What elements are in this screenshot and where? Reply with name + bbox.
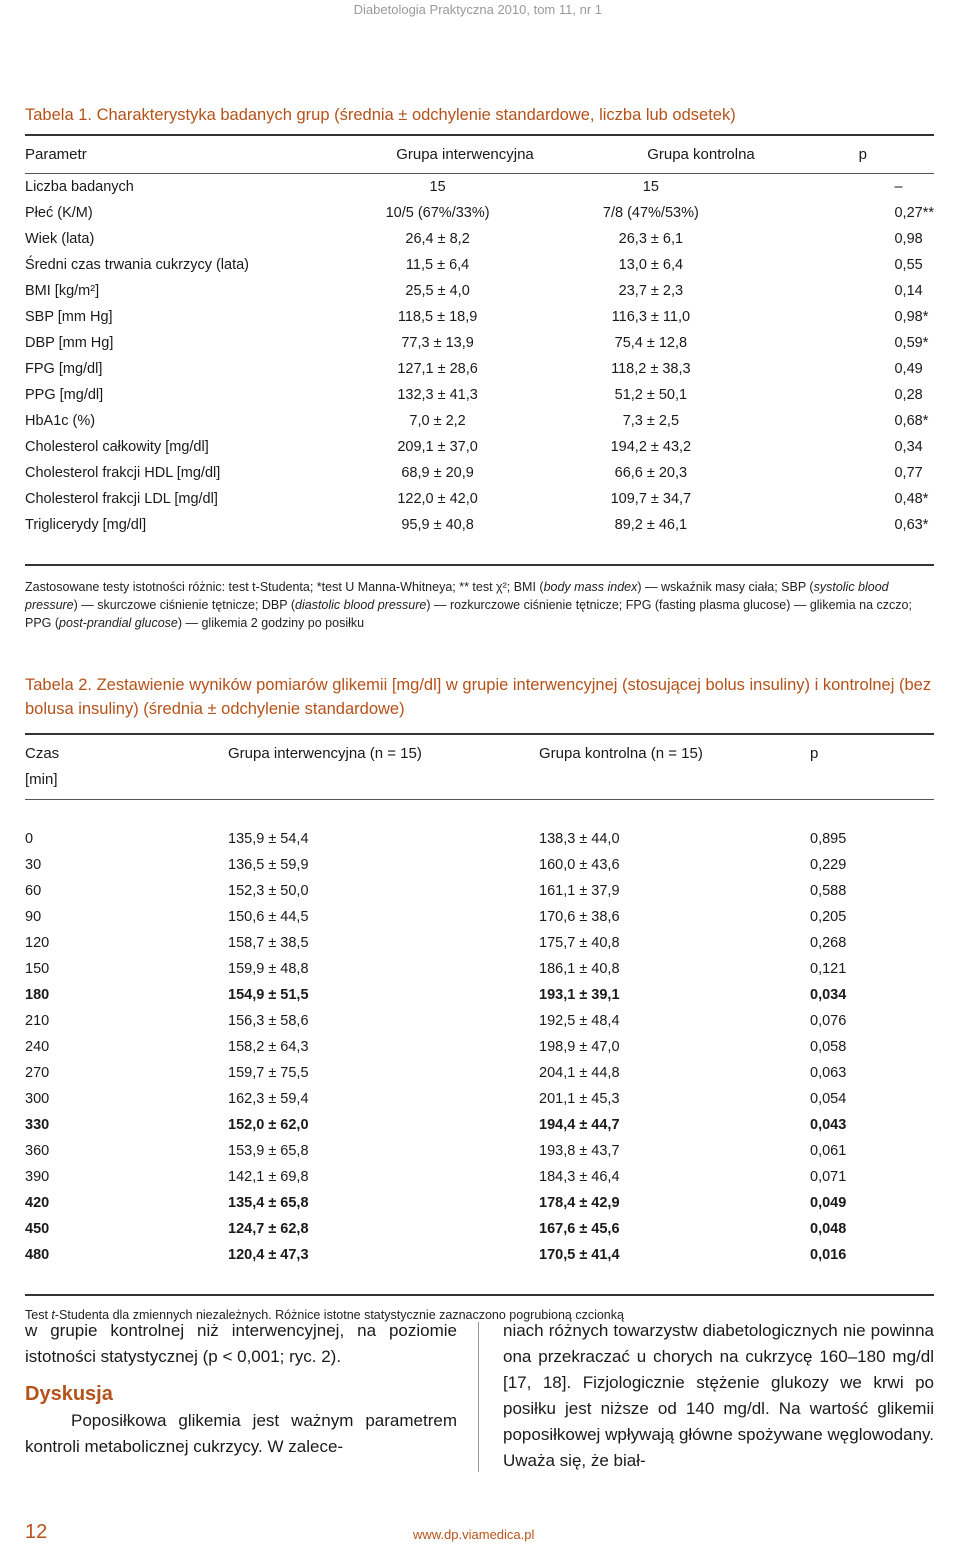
table-row: [25, 252, 934, 278]
table-row: [25, 904, 934, 930]
left-paragraph-1: w grupie kontrolnej niż interwencyjnej, na poziomie istotności statystycznej (p < 0,001; ryc. 2).: [25, 1321, 457, 1366]
table-row: [25, 1112, 934, 1138]
t2-cell-time: 480: [25, 1247, 50, 1263]
t1-header-p: p: [858, 146, 867, 163]
table-row: [25, 278, 934, 304]
t2-cell-time: 120: [25, 935, 50, 951]
t1-header-ctrl: Grupa kontrolna: [647, 146, 755, 163]
t1-header-int: Grupa interwencyjna: [396, 146, 534, 163]
t1-cell-ctrl: 26,3 ± 6,1: [618, 231, 684, 247]
t1-cell-param: DBP [mm Hg]: [25, 335, 114, 351]
running-head: Diabetologia Praktyczna 2010, tom 11, nr 1: [353, 2, 602, 17]
t2-cell-time: 90: [25, 909, 42, 925]
table-row: [25, 982, 934, 1008]
body-column-right: [503, 1318, 934, 1474]
table-row: [25, 304, 934, 330]
t1-cell-ctrl: 118,2 ± 38,3: [611, 361, 691, 377]
t1-cell-int: 15: [429, 179, 446, 195]
table-row: [25, 174, 934, 200]
t2-cell-int: 135,9 ± 54,4: [228, 831, 309, 847]
table-2-caption-text: Zestawienie wyników pomiarów glikemii [mg/dl] w grupie interwencyjnej (stosującej bolus insuliny) i kontrolnej (bez bolusa insuliny) (średnia ± odchylenie standardowe): [25, 676, 932, 718]
t1-cell-ctrl: 51,2 ± 50,1: [614, 387, 688, 403]
table-2-body: [25, 826, 934, 1268]
t2-cell-int: 158,2 ± 64,3: [228, 1039, 309, 1055]
table-row: [25, 1190, 934, 1216]
column-divider: [478, 1322, 479, 1472]
table-2: [25, 673, 934, 1324]
t1-cell-p: 0,34: [894, 439, 923, 455]
table-row: [25, 852, 934, 878]
t2-cell-int: 135,4 ± 65,8: [228, 1195, 309, 1211]
t2-cell-ctrl: 198,9 ± 47,0: [539, 1039, 620, 1055]
t1-cell-param: HbA1c (%): [25, 413, 96, 429]
table-row: [25, 1138, 934, 1164]
t1-cell-p: 0,55: [894, 257, 923, 273]
table-row: [25, 408, 934, 434]
table-row: [25, 200, 934, 226]
t2-cell-ctrl: 170,5 ± 41,4: [539, 1247, 620, 1263]
t2-cell-time: 210: [25, 1013, 50, 1029]
t2-cell-int: 142,1 ± 69,8: [228, 1169, 309, 1185]
table-row: [25, 330, 934, 356]
t2-cell-time: 150: [25, 961, 50, 977]
t2-cell-p: 0,061: [810, 1143, 847, 1159]
t1-fn-part2: ) — wskaźnik masy ciała; SBP (: [637, 580, 814, 594]
t1-cell-int: 132,3 ± 41,3: [397, 387, 478, 403]
t2-cell-ctrl: 138,3 ± 44,0: [539, 831, 620, 847]
t1-cell-p: 0,28: [894, 387, 923, 403]
t2-fn-part1: Test: [25, 1308, 52, 1322]
t2-cell-time: 270: [25, 1065, 50, 1081]
table-1-caption-text: Charakterystyka badanych grup (średnia ± odchylenie standardowe, liczba lub odsetek): [96, 106, 736, 124]
table-row: [25, 878, 934, 904]
t2-cell-ctrl: 186,1 ± 40,8: [539, 961, 620, 977]
t1-fn-italic3: diastolic blood pressure: [295, 598, 427, 612]
t1-cell-p: 0,49: [894, 361, 923, 377]
table-row: [25, 1164, 934, 1190]
t2-cell-p: 0,895: [810, 831, 847, 847]
t1-cell-ctrl: 75,4 ± 12,8: [614, 335, 688, 351]
t2-cell-p: 0,058: [810, 1039, 847, 1055]
t1-cell-int: 11,5 ± 6,4: [405, 257, 470, 273]
t1-cell-ctrl: 89,2 ± 46,1: [614, 517, 688, 533]
table-row: [25, 826, 934, 852]
t2-cell-p: 0,054: [810, 1091, 847, 1107]
t1-cell-p: –: [894, 179, 903, 195]
t1-cell-ctrl: 7/8 (47%/53%): [602, 205, 699, 221]
t2-cell-int: 152,0 ± 62,0: [228, 1117, 309, 1133]
page-number: 12: [25, 1521, 48, 1543]
t1-cell-ctrl: 194,2 ± 43,2: [610, 439, 692, 455]
t1-cell-int: 122,0 ± 42,0: [397, 491, 478, 507]
table-row: [25, 1242, 934, 1268]
t1-cell-param: Wiek (lata): [25, 231, 95, 247]
t1-cell-int: 118,5 ± 18,9: [397, 309, 478, 325]
t2-cell-p: 0,071: [810, 1169, 847, 1185]
t2-cell-ctrl: 192,5 ± 48,4: [539, 1013, 620, 1029]
table-row: [25, 486, 934, 512]
t2-cell-int: 152,3 ± 50,0: [228, 883, 309, 899]
t2-cell-p: 0,016: [810, 1247, 847, 1263]
t2-fn-italic: t: [51, 1308, 55, 1322]
t2-cell-ctrl: 201,1 ± 45,3: [539, 1091, 620, 1107]
t1-cell-p: 0,98: [894, 231, 923, 247]
right-paragraph: niach różnych towarzystw diabetologicznych nie powinna ona przekraczać u chorych na cukrzycę 160–180 mg/dl [17, 18]. Fizjologicznie stężenie glukozy we krwi po posiłku jest niższe od 140 mg/dl. Na wartość glikemii poposiłkowej wpływają główne spożywane węglowodany. Uważa się, że biał-: [503, 1321, 934, 1470]
t2-cell-time: 390: [25, 1169, 50, 1185]
table-2-caption: [25, 673, 934, 721]
t2-cell-p: 0,034: [810, 987, 847, 1003]
t1-cell-ctrl: 7,3 ± 2,5: [622, 413, 680, 429]
t2-cell-p: 0,043: [810, 1117, 847, 1133]
table-row: [25, 1034, 934, 1060]
t2-header-int: Grupa interwencyjna (n = 15): [228, 745, 422, 762]
site-url: www.dp.viamedica.pl: [413, 1527, 535, 1542]
table-row: [25, 434, 934, 460]
t1-fn-part1: Zastosowane testy istotności różnic: test t-Studenta; *test U Manna-Whitneya; ** test χ²; BMI (: [25, 580, 544, 594]
t1-cell-param: PPG [mg/dl]: [25, 387, 104, 403]
t1-cell-ctrl: 23,7 ± 2,3: [618, 283, 684, 299]
section-heading-dyskusja: Dyskusja: [25, 1383, 113, 1405]
t1-cell-ctrl: 66,6 ± 20,3: [614, 465, 688, 481]
t2-cell-ctrl: 194,4 ± 44,7: [539, 1117, 620, 1133]
t2-cell-time: 30: [25, 857, 42, 873]
table-1: [25, 103, 934, 632]
t2-cell-p: 0,049: [810, 1195, 847, 1211]
t2-cell-ctrl: 184,3 ± 46,4: [539, 1169, 620, 1185]
t1-fn-part4: ) — rozkurczowe ciśnienie tętnicze; FPG (fasting plasma glucose) — glikemia na czczo; PPG (: [25, 598, 912, 630]
t1-cell-p: 0,14: [894, 283, 923, 299]
t1-cell-param: Cholesterol całkowity [mg/dl]: [25, 439, 209, 455]
t2-cell-p: 0,121: [810, 961, 847, 977]
t2-cell-time: 330: [25, 1117, 50, 1133]
t2-header-time: [25, 735, 228, 793]
t2-cell-p: 0,205: [810, 909, 847, 925]
table-row: [25, 1216, 934, 1242]
t1-cell-param: Cholesterol frakcji HDL [mg/dl]: [25, 465, 221, 481]
t2-cell-time: 240: [25, 1039, 50, 1055]
t2-cell-int: 150,6 ± 44,5: [228, 909, 309, 925]
t1-cell-p: 0,77: [894, 465, 923, 481]
table-row: [25, 460, 934, 486]
table-row: [25, 1086, 934, 1112]
t2-cell-int: 153,9 ± 65,8: [228, 1143, 309, 1159]
t2-cell-time: 180: [25, 987, 50, 1003]
body-column-left: [25, 1318, 457, 1460]
t1-cell-p: 0,98*: [894, 309, 929, 325]
t2-cell-time: 450: [25, 1221, 50, 1237]
t2-cell-int: 124,7 ± 62,8: [228, 1221, 309, 1237]
t1-cell-p: 0,27**: [894, 205, 934, 221]
table-row: [25, 956, 934, 982]
t1-cell-p: 0,68*: [894, 413, 929, 429]
t1-cell-p: 0,63*: [894, 517, 929, 533]
t2-cell-ctrl: 161,1 ± 37,9: [539, 883, 620, 899]
t2-cell-p: 0,048: [810, 1221, 847, 1237]
t2-cell-ctrl: 193,8 ± 43,7: [539, 1143, 620, 1159]
t1-cell-param: SBP [mm Hg]: [25, 309, 113, 325]
table-1-caption: [25, 103, 934, 127]
t1-cell-param: FPG [mg/dl]: [25, 361, 103, 377]
t2-cell-ctrl: 193,1 ± 39,1: [539, 987, 620, 1003]
t2-cell-time: 360: [25, 1143, 50, 1159]
t1-fn-part5: ) — glikemia 2 godziny po posiłku: [177, 616, 365, 630]
t2-cell-ctrl: 178,4 ± 42,9: [539, 1195, 620, 1211]
t1-cell-ctrl: 116,3 ± 11,0: [611, 309, 691, 325]
t1-cell-int: 7,0 ± 2,2: [409, 413, 466, 429]
t2-fn-part2: -Studenta dla zmiennych niezależnych. Różnice istotne statystycznie zaznaczono pogrubioną czcionką: [54, 1308, 624, 1322]
t2-cell-ctrl: 167,6 ± 45,6: [539, 1221, 620, 1237]
t1-cell-int: 26,4 ± 8,2: [405, 231, 470, 247]
t2-cell-time: 420: [25, 1195, 50, 1211]
t1-cell-param: BMI [kg/m²]: [25, 283, 100, 299]
t2-cell-p: 0,076: [810, 1013, 847, 1029]
t2-header-time-line2: [min]: [25, 771, 58, 788]
t2-cell-int: 162,3 ± 59,4: [228, 1091, 309, 1107]
table-row: [25, 1008, 934, 1034]
t2-cell-p: 0,063: [810, 1065, 847, 1081]
t1-cell-param: Liczba badanych: [25, 179, 134, 195]
t2-header-ctrl: Grupa kontrolna (n = 15): [539, 745, 703, 762]
table-2-grid: [25, 735, 934, 793]
table-1-body: [25, 174, 934, 538]
t2-cell-int: 158,7 ± 38,5: [228, 935, 309, 951]
t1-cell-int: 68,9 ± 20,9: [401, 465, 474, 481]
table-1-footnote: [25, 578, 934, 632]
t1-cell-ctrl: 13,0 ± 6,4: [618, 257, 684, 273]
t2-header-p: p: [810, 745, 819, 762]
table-row: [25, 226, 934, 252]
t2-cell-int: 154,9 ± 51,5: [228, 987, 309, 1003]
t1-cell-int: 209,1 ± 37,0: [397, 439, 478, 455]
t1-cell-int: 10/5 (67%/33%): [385, 205, 490, 221]
t1-cell-int: 127,1 ± 28,6: [397, 361, 478, 377]
t1-cell-ctrl: 109,7 ± 34,7: [610, 491, 692, 507]
table-row: [25, 1060, 934, 1086]
t1-cell-ctrl: 15: [642, 179, 659, 195]
t2-cell-p: 0,229: [810, 857, 847, 873]
table-row: [25, 512, 934, 538]
t1-cell-int: 25,5 ± 4,0: [405, 283, 470, 299]
t2-cell-p: 0,588: [810, 883, 847, 899]
t2-cell-int: 136,5 ± 59,9: [228, 857, 309, 873]
table-2-caption-label: Tabela 2.: [25, 676, 92, 694]
t2-cell-int: 159,7 ± 75,5: [228, 1065, 309, 1081]
t1-fn-italic4: post-prandial glucose: [59, 616, 178, 630]
t1-cell-param: Płeć (K/M): [25, 205, 93, 221]
t2-cell-time: 300: [25, 1091, 50, 1107]
t1-cell-param: Triglicerydy [mg/dl]: [25, 517, 147, 533]
t1-cell-p: 0,48*: [894, 491, 929, 507]
t1-cell-param: Cholesterol frakcji LDL [mg/dl]: [25, 491, 218, 507]
t1-cell-param: Średni czas trwania cukrzycy (lata): [25, 257, 250, 273]
t1-fn-part3: ) — skurczowe ciśnienie tętnicze; DBP (: [73, 598, 296, 612]
t1-cell-int: 77,3 ± 13,9: [401, 335, 474, 351]
table-row: [25, 930, 934, 956]
t1-fn-italic1: body mass index: [543, 580, 638, 594]
t1-cell-p: 0,59*: [894, 335, 929, 351]
t2-cell-int: 159,9 ± 48,8: [228, 961, 309, 977]
t2-cell-time: 60: [25, 883, 42, 899]
t2-header-time-line1: Czas: [25, 745, 60, 762]
t2-cell-int: 156,3 ± 58,6: [228, 1013, 309, 1029]
t2-cell-time: 0: [25, 831, 34, 847]
t2-cell-ctrl: 160,0 ± 43,6: [539, 857, 620, 873]
t2-cell-int: 120,4 ± 47,3: [228, 1247, 309, 1263]
t1-fn-italic2: systolic blood pressure: [25, 580, 889, 612]
table-1-caption-label: Tabela 1.: [25, 106, 92, 124]
table-1-grid: [25, 136, 934, 173]
t2-cell-ctrl: 175,7 ± 40,8: [539, 935, 620, 951]
table-row: [25, 382, 934, 408]
t1-header-param: Parametr: [25, 146, 87, 163]
t2-cell-ctrl: 204,1 ± 44,8: [539, 1065, 620, 1081]
left-paragraph-2: Poposiłkowa glikemia jest ważnym parametrem kontroli metabolicznej cukrzycy. W zalece-: [25, 1411, 457, 1456]
t2-cell-p: 0,268: [810, 935, 847, 951]
table-row: [25, 356, 934, 382]
t2-cell-ctrl: 170,6 ± 38,6: [539, 909, 620, 925]
t1-cell-int: 95,9 ± 40,8: [401, 517, 474, 533]
